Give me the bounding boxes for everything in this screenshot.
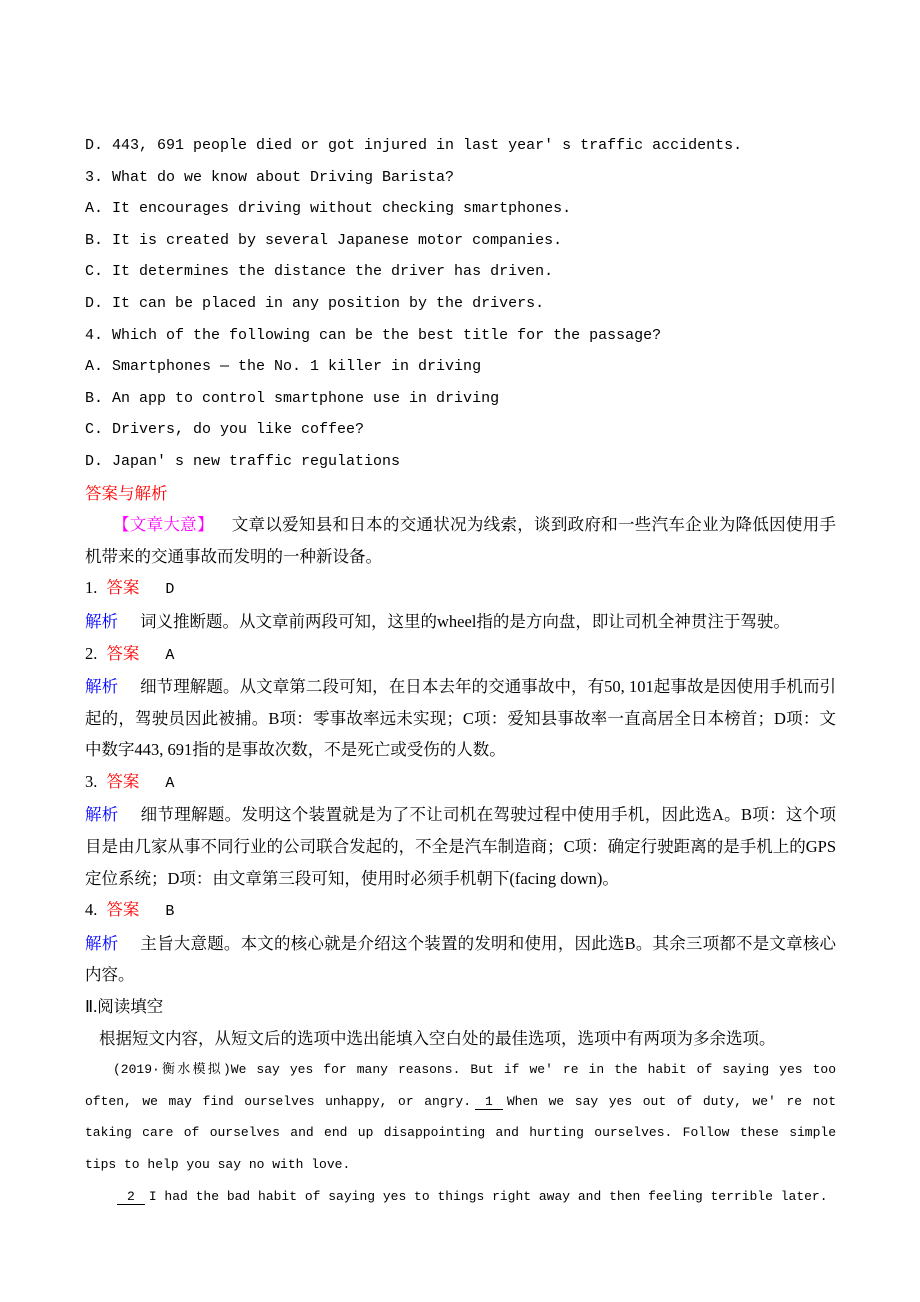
answer-letter: D [165, 581, 175, 599]
analysis-text: 词义推断题。从文章前两段可知，这里的wheel指的是方向盘，即让司机全神贯注于驾驶。 [140, 611, 790, 631]
answer-line [85, 766, 836, 800]
answer-item [85, 572, 836, 637]
answer-letter: A [165, 774, 175, 792]
option-line: D. 443, 691 people died or got injured in last year' s traffic accidents. [85, 137, 743, 154]
item-number: 2. [85, 643, 98, 663]
summary-label: 【文章大意】 [113, 515, 214, 535]
option-line: C. Drivers, do you like coffee? [85, 421, 365, 439]
passage-summary [85, 509, 836, 572]
answer-label: 答案 [106, 643, 140, 663]
question-block [85, 130, 836, 478]
answer-line [85, 638, 836, 672]
analysis-paragraph [85, 606, 836, 638]
paragraph-text: When we say yes out of duty, we' re not taking care of ourselves and end up disappointing and hurting ourselves. Follow these simple tips to help you say no with love. [85, 1093, 836, 1172]
option-line: C. It determines the distance the driver has driven. [85, 263, 554, 281]
analysis-label: 解析 [85, 677, 119, 697]
analysis-label: 解析 [85, 611, 118, 631]
summary-text: 文章以爱知县和日本的交通状况为线索，谈到政府和一些汽车企业为降低因使用手机带来的交通事故而发明的一种新设备。 [85, 515, 837, 566]
question-line: 3. What do we know about Driving Barista? [85, 168, 455, 186]
answer-label: 答案 [106, 578, 140, 598]
paragraph-text: (2019·衡水模拟)We say yes for many reasons. But if we' re in the habit of saying yes too often, we may find ourselves unhappy, or angry. [85, 1062, 836, 1109]
option-line: B. It is created by several Japanese motor companies. [85, 231, 563, 249]
answers-section [85, 478, 836, 992]
analysis-label: 解析 [85, 805, 119, 825]
passage-paragraph-2 [85, 1181, 836, 1213]
answers-header: 答案与解析 [85, 483, 168, 503]
item-number: 3. [85, 771, 98, 791]
answer-item [85, 766, 836, 894]
analysis-label: 解析 [85, 933, 119, 953]
answer-label: 答案 [106, 771, 140, 791]
section-2 [85, 991, 836, 1212]
analysis-paragraph [85, 671, 836, 766]
item-number: 4. [85, 900, 98, 920]
answer-item [85, 638, 836, 766]
option-line: A. Smartphones — the No. 1 killer in driving [85, 358, 482, 376]
item-number: 1. [85, 578, 98, 598]
analysis-text: 细节理解题。发明这个装置就是为了不让司机在驾驶过程中使用手机，因此选A。B项：这个项目是由几家从事不同行业的公司联合发起的，不全是汽车制造商；C项：确定行驶距离的是手机上的GPS定位系统；D项：由文章第三段可知，使用时必须手机朝下(facing down)。 [85, 805, 837, 888]
option-line: D. Japan' s new traffic regulations [85, 452, 401, 470]
analysis-text: 细节理解题。从文章第二段可知，在日本去年的交通事故中，有50, 101起事故是因使用手机而引起的，驾驶员因此被捕。B项：零事故率远未实现；C项：爱知县事故率一直高居全日本榜首；D项：文中数字443, 691指的是事故次数，不是死亡或受伤的人数。 [85, 677, 837, 760]
answer-line [85, 572, 836, 606]
passage-paragraph-1 [85, 1054, 836, 1180]
paragraph-text: I had the bad habit of saying yes to things right away and then feeling terrible later. [148, 1188, 828, 1204]
option-line: B. An app to control smartphone use in driving [85, 389, 500, 407]
blank-2: 2 [117, 1189, 145, 1205]
option-line: A. It encourages driving without checking smartphones. [85, 200, 572, 218]
answer-line [85, 894, 836, 928]
blank-1: 1 [475, 1094, 503, 1110]
answer-label: 答案 [106, 900, 140, 920]
answer-letter: A [165, 646, 175, 664]
analysis-paragraph [85, 928, 836, 991]
section-instruction: 根据短文内容，从短文后的选项中选出能填入空白处的最佳选项，选项中有两项为多余选项。 [99, 1028, 776, 1048]
option-line: D. It can be placed in any position by the drivers. [85, 294, 545, 312]
analysis-paragraph [85, 799, 836, 894]
analysis-text: 主旨大意题。本文的核心就是介绍这个装置的发明和使用，因此选B。其余三项都不是文章核心内容。 [85, 933, 837, 985]
section-title: Ⅱ.阅读填空 [85, 997, 164, 1017]
answer-letter: B [165, 903, 175, 921]
question-line: 4. Which of the following can be the best title for the passage? [85, 326, 662, 344]
answer-item [85, 894, 836, 991]
